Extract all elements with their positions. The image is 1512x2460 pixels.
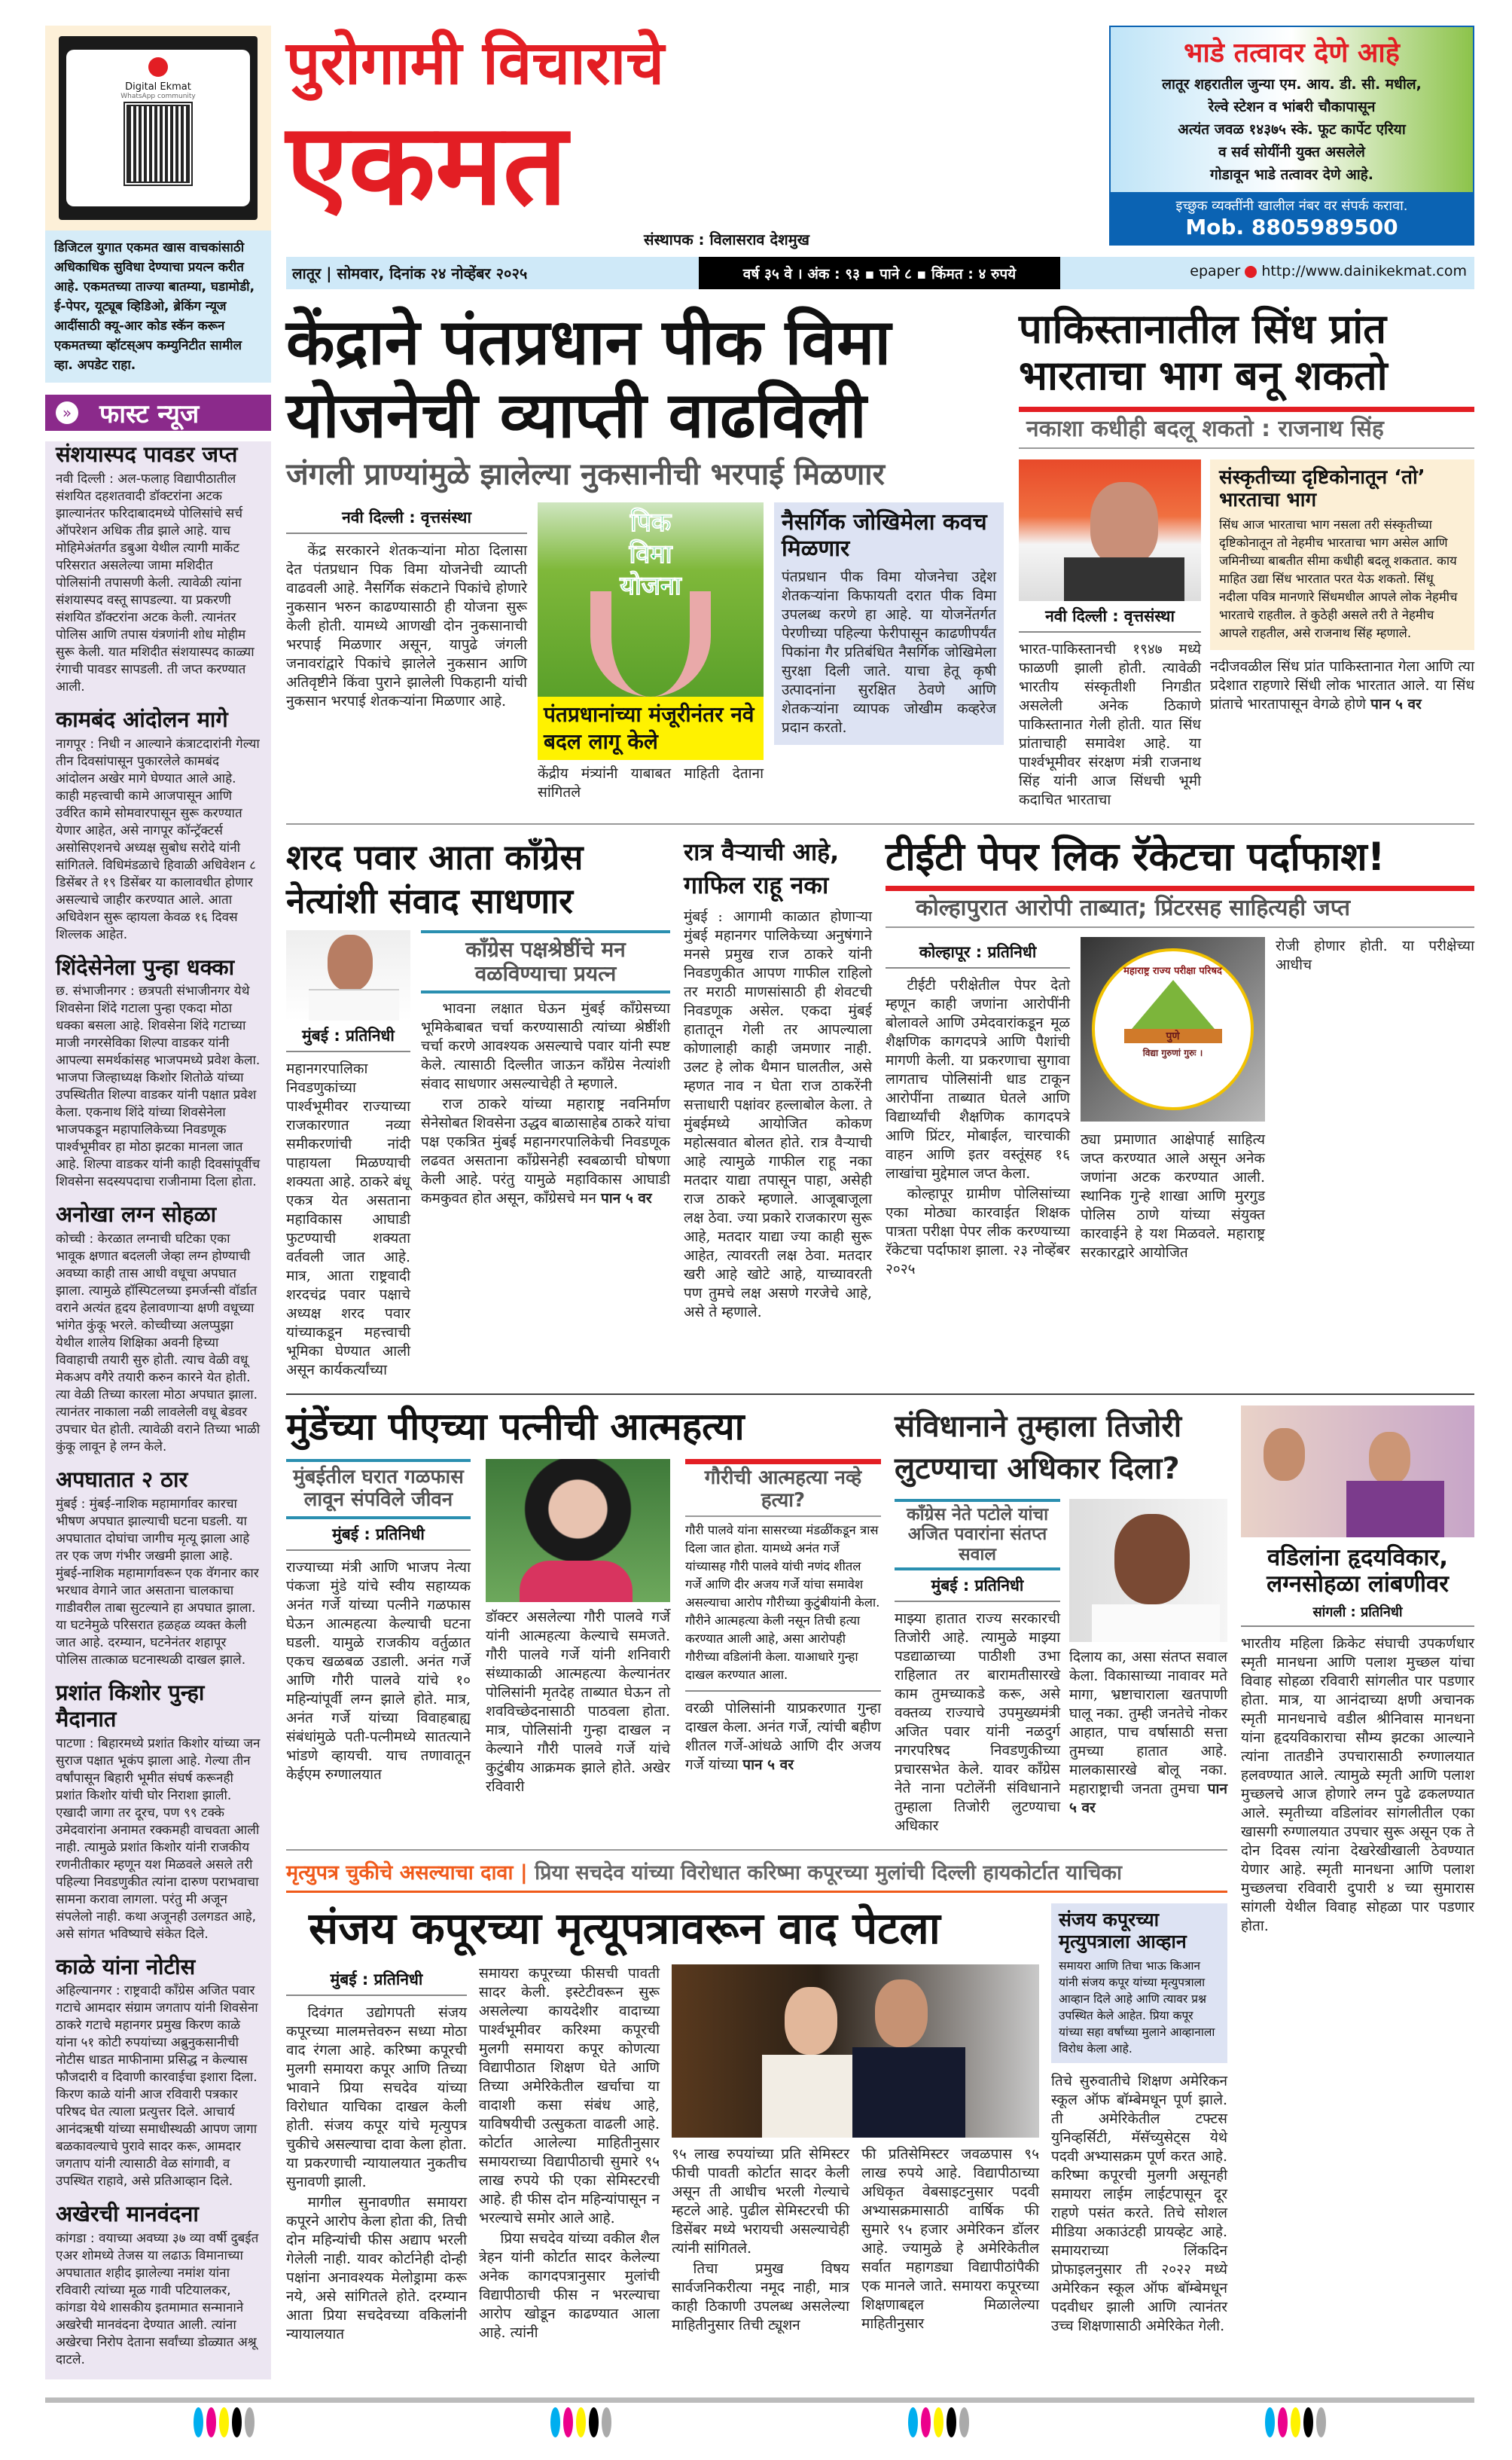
registration-marks [908, 2407, 969, 2437]
qr-subtitle: WhatsApp community [120, 93, 196, 100]
fast-news-header [45, 395, 271, 431]
qr-blurb: डिजिटल युगात एकमत खास वाचकांसाठी अधिकाधिक सुविधा देण्याचा प्रयत्न करीत आहे. एकमतच्या ताज्या बातम्या, घडामोडी, ई-पेपर, यूट्यूब व्हिडिओ, ब्रेकिंग न्यूज आदींसाठी क्यू-आर कोड स्कॅन करून एकमतच्या व्हॉटस्अप कम्युनिटीत सामील व्हा. अपडेट राहा. [45, 230, 271, 383]
ad-line: अत्यंत जवळ १४३७५ स्के. फूट कार्पेट एरिया [1178, 121, 1406, 138]
divider [286, 1891, 1227, 1893]
exam-council-logo [1081, 937, 1265, 1122]
second-band [286, 823, 1474, 1380]
lead-story [286, 306, 1004, 802]
lead-headline [286, 306, 1004, 451]
sindh-headline [1019, 306, 1474, 399]
ad-title: भाडे तत्वावर देणे आहे [1184, 38, 1400, 69]
news-body: नवी दिल्ली : अल-फलाह विद्यापीठातील संशयित दहशतवादी डॉक्टरांना अटक झाल्यानंतर फरिदाबादमध्ये पोलिसांचे सर्च ऑपरेशन अधिक तीव्र झाले आहे. याच मोहिमेअंतर्गत डबुआ येथील त्यागी मार्केट परिसरात असलेल्या जामा मशिदीत पोलिसांनी तपासणी केली. त्यावेळी त्यांना संशयास्पद वस्तू सापडल्या. या प्रकरणी संशयित डॉक्टरांना अटक केली. त्यानंतर पोलिस आणि तपास यंत्रणांनी शोध मोहीम सुरू केली. यात मशिदीत संशयास्पद काळ्या रंगाची पावडर सापडली. ती जप्त करण्यात आली. [56, 471, 255, 694]
tet-subhead: कोल्हापुरात आरोपी ताब्यात; प्रिंटरसह साहित्यही जप्त [916, 895, 1351, 922]
footer-rule [45, 2397, 1474, 2403]
pawar-body: भावना लक्षात घेऊन मुंबई काँग्रेसच्या भूमिकेबाबत चर्चा करण्यासाठी त्यांच्या श्रेष्ठींशी चर्चा करणे आवश्यक असल्याचे पवार यांनी स्पष्ट केले. त्यासाठी दिल्लीत जाऊन काँग्रेस नेत्यांशी संवाद साधणार असल्याचेही ते म्हणाले. [421, 1000, 670, 1093]
news-title: शिंदेसेनेला पुन्हा धक्का [56, 954, 235, 980]
fast-news-item[interactable] [56, 707, 261, 944]
tet-body: टीईटी परीक्षेतील पेपर देतो म्हणून काही जणांना आरोपींनी बोलावले आणि उमेदवारांकडून मूळ शैक्षणिक कागदपत्रे आणि पैशांची मागणी केली. या प्रकरणाचा सुगावा लागताच पोलिसांनी धाड टाकून आरोपींना ताब्यात घेतले आणि विद्यार्थ्यांची शैक्षणिक कागदपत्रे आणि प्रिंटर, मोबाईल, चारचाकी वाहन आणि इतर वस्तूंसह १६ लाखांचा मुद्देमाल जप्त केला. [886, 976, 1070, 1182]
dateline: मुंबई : प्रतिनिधी [286, 1021, 410, 1052]
divider [886, 886, 1474, 891]
ad-line: व सर्व सोयींनी युक्त असलेले [1218, 144, 1365, 160]
kicker-text: प्रिया सचदेव यांच्या विरोधात करिष्मा कपूरच्या मुलांची दिल्ली हायकोर्टात याचिका [535, 1861, 1123, 1885]
left-column [45, 26, 271, 2379]
divider [685, 1515, 881, 1517]
box-title: गौरीची आत्महत्या नव्हे हत्या? [704, 1467, 862, 1512]
crop-risk-box [774, 502, 1004, 745]
divider [421, 990, 670, 993]
munde-story [286, 1405, 881, 1797]
ad-line: गोडावून भाडे तत्वावर देणे आहे. [1210, 166, 1373, 183]
qr-code-icon[interactable] [128, 106, 188, 182]
tet-body: कोल्हापूर ग्रामीण पोलिसांच्या एका मोठ्या कारवाईत शिक्षक पात्रता परीक्षा पेपर लीक करण्याच्या रॅकेटचा पर्दाफाश झाला. २३ नोव्हेंबर २०२५ [886, 1185, 1070, 1277]
epaper-label: epaper [1190, 263, 1241, 279]
date-bar [286, 257, 1474, 289]
divider [685, 1459, 881, 1464]
epaper-icon [1245, 266, 1257, 278]
news-body: छ. संभाजीनगर : छत्रपती संभाजीनगर येथे शिवसेना शिंदे गटाला पुन्हा एकदा मोठा धक्का बसला आहे. शिवसेना शिंदे गटाच्या माजी नगरसेविका शिल्पा वाडकर यांनी आपल्या समर्थकांसह भाजपमध्ये प्रवेश केला. भाजपा जिल्हाध्यक्ष किशोर शितोळे यांच्या उपस्थितीत शिल्पा वाडकर यांनी पक्षात प्रवेश केला. एकनाथ शिंदे यांच्या शिवसेनेला भाजपकडून महापालिकेच्या निवडणूक पार्श्वभूमीवर हा मोठा झटका मानला जात आहे. शिल्पा वाडकर यांनी काही दिवसांपूर्वीच शिवसेना सदस्यपदाचा राजीनामा दिला होता. [56, 984, 261, 1190]
kapoor-body: तिचा प्रमुख विषय सार्वजनिकरीत्या नमूद नाही, मात्र काही ठिकाणी उपलब्ध असलेल्या माहितीनुसार तिची ट्यूशन [672, 2260, 849, 2333]
masthead-tagline: पुरोगामी विचाराचे [286, 28, 665, 98]
lead-body: केंद्रीय मंत्र्यांनी याबाबत माहिती देताना सांगितले [538, 765, 764, 801]
logo-city: पुणे [1124, 1029, 1222, 1043]
tet-body: ठ्या प्रमाणात आक्षेपार्ह साहित्य जप्त करण्यात आले असून अनेक जणांना अटक करण्यात आली. स्थानिक गुन्हे शाखा आणि मुरगुड पोलिस ठाणे यांच्या संयुक्त कारवाईने हे यश मिळवले. महाराष्ट्र सरकारद्वारे आयोजित [1081, 1131, 1265, 1261]
news-body: मुंबई : मुंबई-नाशिक महामार्गावर कारचा भीषण अपघात झाल्याची घटना घडली. या अपघातात दोघांचा जागीच मृत्यू झाला आहे तर एक जण गंभीर जखमी झाला आहे. मुंबई-नाशिक महामार्गावरून एक वॅगनार कार भरधाव वेगाने जात असताना चालकाचा गाडीवरील ताबा सुटल्याने हा अपघात झाला. या घटनेमुळे परिसरात हळहळ व्यक्त केली जात आहे. दरम्यान, घटनेनंतर शहापूर पोलिस तात्काळ घटनास्थळी दाखल झाले. [56, 1496, 259, 1668]
hands-icon [590, 591, 711, 697]
patole-subhead: काँग्रेस नेते पटोले यांचा अजित पवारांना संतप्त सवाल [906, 1504, 1049, 1564]
news-body: नागपूर : निधी न आल्याने कंत्राटदारांनी गेल्या तीन दिवसांपासून पुकारलेले कामबंद आंदोलन अखेर मागे घेण्यात आले आहे. काही महत्त्वाची कामे आजपासून आणि उर्वरित कामे सोमवारपासून सुरू करण्यात येणार आहेत, असे नागपूर कॉन्ट्रॅक्टर्स असोसिएशनचे अध्यक्ष सुबोध सरोदे यांनी सांगितले. विधिमंडळाचे हिवाळी अधिवेशन ८ डिसेंबर ते १९ डिसेंबर या कालावधीत होणार असल्याचे जाहीर करण्यात आले. आता अधिवेशन सुरू व्हायला केवळ १६ दिवस शिल्लक आहेत. [56, 736, 260, 942]
dateline: मुंबई : प्रतिनिधी [286, 1964, 467, 1996]
registration-marks [194, 2407, 255, 2437]
kapoor-body: मागील सुनावणीत समायरा कपूरने आरोप केला होता की, तिची दोन महिन्यांची फीस अद्याप भरली गेलेली नाही. यावर कोर्टानेही दोन्ही पक्षांना अनावश्यक मेलोड्रामा करू नये, असे सांगितले होते. दरम्यान आता प्रिया सचदेवच्या वकिलांनी न्यायालयात [286, 2193, 467, 2342]
munde-body: राज्याच्या मंत्री आणि भाजप नेत्या पंकजा मुंडे यांचे स्वीय सहाय्यक अनंत गर्जे यांच्या पत्नीने गळफास घेऊन आत्महत्या केल्याची घटना घडली. यामुळे राजकीय वर्तुळात एकच खळबळ उडाली. अनंत गर्जे आणि गौरी पालवे यांचे १० महिन्यांपूर्वी लग्न झाले होते. मात्र, अनंत गर्जे यांच्या विवाहबाह्य संबंधांमुळे पती-पत्नीमध्ये सातत्याने भांडणे व्हायची. याच तणावातून केईएम रुग्णालयात [286, 1558, 471, 1783]
smriti-headline: वडिलांना हृदयविकार, लग्नसोहळा लांबणीवर [1267, 1543, 1449, 1598]
dateline: मुंबई : प्रतिनिधी [895, 1570, 1060, 1602]
munde-headline: मुंडेंच्या पीएच्या पत्नीची आत्महत्या [286, 1404, 745, 1448]
lead-subhead: जंगली प्राण्यांमुळे झालेल्या नुकसानीची भरपाई मिळणार [286, 457, 886, 493]
divider [886, 926, 1474, 928]
logo-motto: विद्या गुरुणां गुरुः । [1142, 1047, 1203, 1058]
news-body: कांगडा : वयाच्या अवघ्या ३७ व्या वर्षी दुबईत एअर शोमध्ये तेजस या लढाऊ विमानाच्या अपघातात शहीद झालेल्या नमांश यांना रविवारी त्यांच्या मूळ गावी पटियालकर, कांगडा येथे शासकीय इतमामात सन्मानाने अखरेची मानवंदना देण्यात आली. त्यांना अखेरचा निरोप देताना सर्वांच्या डोळ्यात अश्रू दाटले. [56, 2231, 259, 2368]
dateline: नवी दिल्ली : वृत्तसंस्था [286, 502, 527, 534]
patole-story [895, 1405, 1227, 1836]
dateline: मुंबई : प्रतिनिधी [286, 1519, 471, 1551]
headline-line: भारताचा भाग बनू शकतो [1019, 352, 1388, 400]
munde-subhead: मुंबईतील घरात गळफास लावून संपविले जीवन [293, 1466, 464, 1512]
pawar-body: राज ठाकरे यांच्या महाराष्ट्र नवनिर्माण सेनेसोबत शिवसेना उद्धव बाळासाहेब ठाकरे यांचा पक्ष एकत्रित मुंबई महानगरपालिकेची निवडणूक लढवत असताना काँग्रेसनेही स्वबळाची घोषणा केली आहे. परंतु यामुळे महाविकास आघाडी कमकुवत होत असून, काँग्रेसचे मन [421, 1096, 670, 1207]
box-title: संस्कृतीच्या दृष्टिकोनातून ‘तो’ भारताचा भाग [1219, 465, 1425, 511]
fast-news-item[interactable] [56, 2201, 261, 2369]
pawar-story [286, 835, 670, 1380]
kapoor-body: दिवंगत उद्योगपती संजय कपूरच्या मालमत्तेवरुन सध्या मोठा वाद रंगला आहे. करिष्मा कपूरची मुलगी समायरा कपूर आणि तिच्या भावाने प्रिया सचदेव यांच्या विरोधात याचिका दाखल केली होती. संजय कपूर यांचे मृत्युपत्र चुकीचे असल्याचा दावा केला होता. या प्रकरणाची न्यायालयात नुकतीच सुनावणी झाली. [286, 2004, 467, 2190]
rajnath-singh-photo [1019, 459, 1201, 601]
kapoor-body: समायरा कपूरच्या फीसची पावती सादर केली. इस्टेटीवरून सुरू असलेल्या कायदेशीर वादाच्या पार्श्वभूमीवर करिश्मा कपूरची मुलगी समायरा कपूर कोणत्या विद्यापीठात शिक्षण घेते आणि तिच्या अमेरिकेतील खर्चाचा या वादाशी कसा संबंध आहे, याविषयीची उत्सुकता वाढली आहे. कोर्टात आलेल्या माहितीनुसार समायराच्या विद्यापीठाची सुमारे ९५ लाख रुपये फी एका सेमिस्टरची आहे. ही फीस दोन महिन्यांपासून न भरल्याचे समोर आले आहे. [479, 1964, 660, 2227]
dateline: नवी दिल्ली : वृत्तसंस्था [1019, 601, 1201, 633]
sharad-pawar-photo [286, 930, 410, 1021]
news-body: पाटणा : बिहारमध्ये प्रशांत किशोर यांच्या जन सुराज पक्षात भूकंप झाला आहे. गेल्या तीन वर्षांपासून बिहारी भूमीत संघर्ष करूनही प्रशांत किशोर यांची घोर निराशा झाली. एखादी जागा तर दूरच, पण ९९ टक्के उमेदवारांना अनामत रक्कमही वाचवता आली नाही. त्यामुळे प्रशांत किशोर यांनी राजकीय रणनीतीकार म्हणून यश मिळवले असले तरी पहिल्या निवडणुकीत त्यांना दारुण पराभवाचा सामना करावा लागला. परंतु मी अजून संपलेलो नाही. कथा अजूनही उलगडत आहे, असे सांगत भविष्याचे संकेत दिले. [56, 1735, 261, 1942]
patole-body: दिलाय का, असा संतप्त सवाल केला. विकासाच्या नावावर मते मागा, भ्रष्टाचाराला खतपाणी घालू नका. तुम्ही जनतेचे नोकर आहात, पाच वर्षासाठी सत्ता तुमच्या हातात आहे. मालकासारखे बोलू नका. महाराष्ट्राची जनता तुमचा [1069, 1648, 1227, 1797]
patole-headline: संविधानाने तुम्हाला तिजोरी लुटण्याचा अधिकार दिला? [895, 1409, 1182, 1486]
continued-link[interactable]: पान ५ वर [1069, 1780, 1227, 1816]
crop-insurance-image [538, 502, 764, 697]
ad-mobile[interactable]: Mob. 8805989500 [1185, 215, 1398, 240]
news-title: संशयास्पद पावडर जप्त [56, 441, 238, 467]
news-title: अपघातात २ ठार [56, 1467, 188, 1493]
continued-link[interactable]: पान ५ वर [600, 1190, 652, 1207]
qr-promo [45, 26, 271, 230]
news-title: अनोखा लग्न सोहळा [56, 1201, 217, 1228]
lead-headline-line: योजनेची व्याप्ती वाढविली [286, 377, 867, 452]
fast-news-item[interactable] [56, 1201, 261, 1456]
news-body: कोच्ची : केरळात लग्नाची घटिका एका भावूक क्षणात बदलली जेव्हा लग्न होण्याची अवघ्या काही तास आधी वधूचा अपघात झाला. त्यामुळे हॉस्पिटलच्या इमर्जन्सी वॉर्डात वराने अत्यंत हृदय हेलावणाऱ्या क्षणी वधूच्या भांगेत कुंकू भरले. कोच्चीच्या अलप्पुझा येथील शालेय शिक्षिका अवनी हिच्या विवाहाची तयारी सुरु होती. त्याच वेळी वधू मेकअप वगैरे तयारी करुन कारने येत होती. त्या वेळी तिच्या कारला मोठा अपघात झाला. त्यानंतर नाकाला नळी लावलेली वधू बेडवर उपचार घेत होती. त्यावेळी वराने तिच्या भाळी कुंकू लावून हे लग्न केले. [56, 1232, 261, 1455]
fast-news-item[interactable] [56, 954, 261, 1192]
continued-link[interactable]: पान ५ वर [742, 1756, 794, 1773]
munde-body: वरळी पोलिसांनी याप्रकरणात गुन्हा दाखल केला. अनंत गर्जे, त्यांची बहीण शीतल गर्जे-आंधळे आणि दीर अजय गर्जे यांच्या [685, 1699, 881, 1773]
raj-headline: रात्र वैऱ्याची आहे, गाफिल राहू नका [684, 837, 840, 899]
footer [0, 2379, 1512, 2460]
masthead [286, 26, 1094, 249]
karisma-sanjay-photo [672, 1964, 1039, 2138]
kapoor-body: तिचे सुरुवातीचे शिक्षण अमेरिकन स्कूल ऑफ बॉम्बेमधून पूर्ण झाले. ती अमेरिकेतील टफ्टस युनिव्हर्सिटी, मॅसॅच्युसेट्स येथे पदवी अभ्यासक्रम पूर्ण करत आहे. करिष्मा कपूरची मुलगी असूनही समायरा लाईम लाईटपासून दूर राहणे पसंत करते. तिचे सोशल मीडिया अकाउंटही प्रायव्हेट आहे. समायराच्या लिंकदिन प्रोफाइलनुसार ती २०२२ मध्ये अमेरिकन स्कूल ऑफ बॉम्बेमधून पदवीधर झाली आणि त्यानंतर उच्च शिक्षणासाठी अमेरिकेत गेली. [1051, 2072, 1227, 2334]
culture-box [1210, 459, 1474, 651]
pawar-headline: शरद पवार आता काँग्रेस नेत्यांशी संवाद साधणार [286, 836, 584, 921]
sindh-story [1019, 306, 1474, 810]
chevron-down-icon: » [56, 401, 78, 424]
pawar-body: महानगरपालिका निवडणुकांच्या पार्श्वभूमीवर राज्याच्या राजकारणात नव्या समीकरणांची नांदी पाहायला मिळण्याची शक्यता आहे. ठाकरे बंधू एकत्र येत असताना महाविकास आघाडी फुटण्याची शक्यता वर्तवली जात आहे. मात्र, आता राष्ट्रवादी शरदचंद्र पवार पक्षाचे अध्यक्ष शरद पवार यांच्याकडून महत्त्वाची भूमिका घेण्यात आली असून कार्यकर्त्यांच्या [286, 1060, 410, 1378]
box-title: नैसर्गिक जोखिमेला कवच मिळणार [782, 509, 987, 562]
smriti-palash-photo [1241, 1405, 1474, 1537]
image-caption: पंतप्रधानांच्या मंजूरीनंतर नवे बदल लागू केले [538, 697, 764, 760]
fast-news-title: फास्ट न्यूज [99, 399, 200, 429]
ad-line: रेल्वे स्टेशन व भांबरी चौकापासून [1208, 99, 1376, 115]
news-title: कामबंद आंदोलन मागे [56, 706, 228, 732]
divider [1019, 407, 1474, 412]
dateline: सांगली : प्रतिनिधी [1241, 1598, 1474, 1627]
tet-story [886, 835, 1474, 1280]
main-column [286, 26, 1474, 2346]
ekmat-logo-icon [148, 57, 168, 77]
news-title: काळे यांना नोटीस [56, 1953, 196, 1979]
dateline: कोल्हापूर : प्रतिनिधी [886, 937, 1070, 969]
headline-line: पाकिस्तानातील सिंध प्रांत [1019, 305, 1387, 353]
nana-patole-photo [1069, 1499, 1227, 1642]
kapoor-will-box [1051, 1903, 1227, 2063]
raj-body: मुंबई : आगामी काळात होणाऱ्या मुंबई महानगर पालिकेच्या अनुषंगाने मनसे प्रमुख राज ठाकरे यांनी निवडणुकीत आपण गाफील राहिलो तर मराठी माणसांसाठी ही शेवटची निवडणूक असेल. एकदा मुंबई हातातून गेली तर आपल्याला कोणालाही काही जमणार नाही. उलट हे लोक थैमान घालतील, असे म्हणत नाव न घेता राज ठाकरेंनी सत्ताधारी पक्षांवर हल्लाबोल केला. ते मुंबईमध्ये आयोजित कोकण महोत्सवात बोलत होते. रात्र वैऱ्याची आहे त्यामुळे गाफील राहू नका मतदार याद्या तपासून पाहा, असेही राज ठाकरे म्हणाले. आजूबाजूला लक्ष ठेवा. ज्या प्रकारे राजकारण सुरू आहे, मतदार याद्या ज्या काही सुरू आहेत, त्यावरती लक्ष ठेवा. मतदार खरी आहे खोटे आहे, याच्यावरती पण तुमचे लक्ष असणे गरजेचे आहे, असे ते म्हणाले. [684, 908, 872, 1320]
fast-news-item[interactable] [56, 1680, 261, 1943]
kapoor-headline: संजय कपूरच्या मृत्यूपत्रावरून वाद पेटला [309, 1903, 940, 1955]
box-body: सिंध आज भारताचा भाग नसला तरी संस्कृतीच्या दृष्टिकोनातून तो नेहमीच भारताचा भाग असेल आणि जमिनीच्या बाबतीत सीमा कधीही बदलू शकतात. काय माहित उद्या सिंध भारतात परत येऊ शकतो. सिंधू नदीला पवित्र मानणारे सिंधमधील आपले लोक नेहमीच भारताचे राहतील. ते कुठेही असले तरी ते नेहमीच आपले राहतील, असे राजनाथ सिंह म्हणाले. [1219, 517, 1458, 641]
smriti-story [1241, 1405, 1474, 1936]
news-body: अहिल्यानगर : राष्ट्रवादी कॉंग्रेस अजित पवार गटाचे आमदार संग्राम जगताप यांनी शिवसेना ठाकरे गटाचे महानगर प्रमुख किरण काळे यांना ५१ कोटी रुपयांच्या अब्रुनुकसानीची नोटीस धाडत माफीनामा प्रसिद्ध न केल्यास फौजदारी व दिवाणी कारवाईचा इशारा दिला. किरण काळे यांनी आज रविवारी पत्रकार परिषद घेत त्याला प्रत्युत्तर दिले. आचार्य आनंदऋषी यांच्या समाधीस्थळी आपण जागा बळकावल्याचे पुरावे सादर करू, आमदार जगताप यांनी त्यासाठी वेळ सांगावी, व उपस्थित राहावे, असे प्रतिआव्हान दिले. [56, 1983, 258, 2190]
fast-news-item[interactable] [56, 441, 261, 696]
masthead-logo: एकमत [286, 99, 568, 230]
kicker-highlight: मृत्युपत्र चुकीचे असल्याचा दावा [286, 1861, 514, 1885]
pawar-subhead: काँग्रेस पक्षश्रेष्ठींचे मन वळविण्याचा प्रयत्न [465, 936, 626, 986]
edition-date: लातूर | सोमवार, दिनांक २४ नोव्हेंबर २०२५ [292, 264, 528, 282]
sindh-body: भारत-पाकिस्तानची १९४७ मध्ये फाळणी झाली होती. त्यावेळी भारतीय संस्कृतीशी निगडीत असलेली अनेक ठिकाणे पाकिस्तानात गेली होती. यात सिंध प्रांताचाही समावेश आहे. या पार्श्वभूमीवर संरक्षण मंत्री राजनाथ सिंह यांनी आज सिंधची भूमी कदाचित भारताचा [1019, 640, 1201, 808]
tet-body: रोजी होणार होती. या परीक्षेच्या आधीच [1276, 937, 1474, 973]
sindh-subhead: नकाशा कधीही बदलू शकतो : राजनाथ सिंह [1026, 416, 1384, 443]
logo-ring-text: महाराष्ट्र राज्य परीक्षा परिषद [1123, 965, 1222, 977]
registration-marks [1265, 2407, 1326, 2437]
divider [1019, 447, 1474, 449]
smriti-body: भारतीय महिला क्रिकेट संघाची उपकर्णधार स्मृती मानधना आणि पलाश मुच्छल यांचा विवाह सोहळा रविवारी सांगलीत पार पडणार होता. मात्र, या आनंदाच्या क्षणी अचानक स्मृती मानधनाचे वडील श्रीनिवास मानधना यांना हृदयविकाराचा सौम्य झटका आल्याने त्यांना तातडीने उपचारासाठी रुग्णालयात हलवण्यात आले. त्यामुळे स्मृती आणि पलाश मुच्छलचे आज होणारे लग्न पुढे ढकलण्यात आले. स्मृतीच्या वडिलांवर सांगलीतील एका खासगी रुग्णालयात उपचार सुरू असून एक ते दोन दिवस त्यांना देखरेखीखाली ठेवण्यात येणार आहे. स्मृती मानधना आणि पलाश मुच्छलचा रविवारी दुपारी ४ च्या सुमारास सांगली येथील विवाह सोहळा पार पडणार होता. [1241, 1634, 1474, 1934]
fast-news-item[interactable] [56, 1954, 261, 2191]
gauri-palve-photo [486, 1459, 670, 1602]
munde-body: डॉक्टर असलेल्या गौरी पालवे गर्जे यांनी आत्महत्या केल्याचे समजते. गौरी पालवे गर्जे यांनी शनिवारी संध्याकाळी आत्महत्या केल्यानंतर पोलिसांनी मृतदेह ताब्यात घेऊन तो शवविच्छेदनासाठी पाठवला होता. मात्र, पोलिसांनी गुन्हा दाखल न केल्याने गौरी पालवे गर्जे यांचे कुटुंबीय आक्रमक झाले होते. अखेर रविवारी [486, 1609, 670, 1796]
lead-headline-line: केंद्राने पंतप्रधान पीक विमा [286, 305, 892, 379]
fast-news-item[interactable] [56, 1467, 261, 1669]
ad-line: लातूर शहरातील जुन्या एम. आय. डी. सी. मधील, [1162, 76, 1422, 93]
tet-headline: टीईटी पेपर लिक रॅकेटचा पर्दाफाश! [886, 834, 1385, 880]
news-title: अखेरची मानवंदना [56, 2201, 199, 2227]
kapoor-story [286, 1849, 1227, 2346]
box-body: पंतप्रधान पीक विमा योजनेचा उद्देश शेतकऱ्यांना किफायती दरात पीक विमा उपलब्ध करणे हा आहे. या योजनेंतर्गत पेरणीच्या पहिल्या फेरीपासून काढणीपर्यंत पिकांना गैर प्रतिबंधित नैसर्गिक जोखिमेला सुरक्षा दिली जाते. याचा हेतू कृषी उत्पादनांना सुरक्षित ठेवणे आणि शेतकऱ्यांना व्यापक जोखीम कव्हरेज प्रदान करतो. [782, 569, 996, 737]
box-body: समायरा आणि तिचा भाऊ किआन यांनी संजय कपूर यांच्या मृत्युपत्राला आव्हान दिले आहे आणि त्यावर प्रश्न उपस्थित केले आहेत. प्रिया कपूर यांच्या सहा वर्षांच्या मुलाने आव्हानाला विरोध केला आहे. [1059, 1958, 1215, 2056]
issue-info: वर्ष ३५ वे । अंक : ९३ ▪ पाने ८ ▪ किंमत : ४ रुपये [699, 257, 1060, 289]
image-text: पिक विमा योजना [620, 508, 681, 602]
news-title: प्रशांत किशोर पुन्हा मैदानात [56, 1679, 205, 1732]
ad-contact-note: इच्छुक व्यक्तींनी खालील नंबर वर संपर्क करावा. [1175, 198, 1408, 214]
fast-news-list [45, 441, 271, 2379]
continued-link[interactable]: पान ५ वर [1370, 696, 1422, 713]
kapoor-kicker: मृत्युपत्र चुकीचे असल्याचा दावा | प्रिया सचदेव यांच्या विरोधात करिष्मा कपूरच्या मुलांची दिल्ली हायकोर्टात याचिका [286, 1861, 1123, 1885]
box-title: संजय कपूरच्या मृत्युपत्राला आव्हान [1059, 1909, 1187, 1952]
founder-line: संस्थापक : विलासराव देशमुख [644, 230, 810, 249]
kapoor-body: फी प्रतिसेमिस्टर जवळपास ९५ लाख रुपये आहे. विद्यापीठाच्या अधिकृत वेबसाइटनुसार पदवी अभ्यासक्रमासाठी वार्षिक फी सुमारे ९५ हजार अमेरिकन डॉलर आहे. ज्यामुळे हे अमेरिकेतील सर्वात महागड्या विद्यापीठांपैकी एक मानले जाते. समायरा कपूरच्या शिक्षणाबद्दल मिळालेल्या माहितीनुसार [861, 2145, 1039, 2332]
box-body: गौरी पालवे यांना सासरच्या मंडळींकडून त्रास दिला जात होता. यामध्ये अनंत गर्जे यांच्यासह गौरी पालवे यांची नणंद शीतल गर्जे आणि दीर अजय गर्जे यांचा समावेश असल्याचा आरोप गौरीच्या कुटुंबीयांनी केला. गौरीने आत्महत्या केली नसून तिची हत्या करण्यात आली आहे, असा आरोपही गौरीच्या वडिलांनी केला. याआधारे गुन्हा दाखल करण्यात आला. [685, 1521, 881, 1692]
epaper-link[interactable]: http://www.dainikekmat.com [1261, 263, 1467, 279]
raj-story [684, 835, 872, 1322]
rent-advertisement[interactable] [1109, 26, 1474, 246]
qr-title: Digital Ekmat [125, 81, 191, 93]
lead-body: केंद्र सरकारने शेतकऱ्यांना मोठा दिलासा देत पंतप्रधान पिक विमा योजनेची व्याप्ती वाढवली आहे. नैसर्गिक संकटाने पिकांचे होणारे नुकसान भरुन काढण्यासाठी ही योजना सुरू केली होती. यामध्ये आणखी दोन नुकसानाची भरपाई मिळणार असून, यापुढे जंगली जनावरांद्वारे पिकांचे झालेले नुकसान आणि अतिवृष्टीने किंवा पुराने झालेली पिकहानी यांची नुकसान भरपाई शेतकऱ्यांना मिळणार आहे. [286, 542, 527, 710]
kapoor-body: प्रिया सचदेव यांच्या वकील शैल त्रेहन यांनी कोर्टात सादर केलेल्या अनेक कागदपत्रानुसार मुलांची विद्यापीठाची फीस न भरल्याचा आरोप खोडून काढण्यात आला आहे. त्यांनी [479, 2230, 660, 2341]
patole-body: माझ्या हातात राज्य सरकारची तिजोरी आहे. त्यामुळे माझ्या पडद्याळाच्या पाठीशी उभा राहिलात तर बारामतीसारखे काम तुमच्याकडे करू, असे वक्तव्य राज्याचे उपमुख्यमंत्री अजित पवार यांनी नळदुर्ग नगरपरिषद निवडणुकीच्या प्रचारसभेत केले. यावर काँग्रेस नेते नाना पटोलेंनी संविधानाने तुम्हाला तिजोरी लुटण्याचा अधिकार [895, 1610, 1060, 1834]
sindh-body: नदीजवळील सिंध प्रांत पाकिस्तानात गेला आणि त्या प्रदेशात राहणारे सिंधी लोक भारतात आले. या सिंध प्रांताचे भारतापासून वेगळे होणे [1210, 658, 1474, 713]
registration-marks [550, 2407, 611, 2437]
kapoor-body: ९५ लाख रुपयांच्या प्रति सेमिस्टर फीची पावती कोर्टात सादर केली असून ती आधीच भरली गेल्याचे म्हटले आहे. पुढील सेमिस्टरची फी डिसेंबर मध्ये भरायची असल्याचेही त्यांनी सांगितले. [672, 2145, 849, 2257]
